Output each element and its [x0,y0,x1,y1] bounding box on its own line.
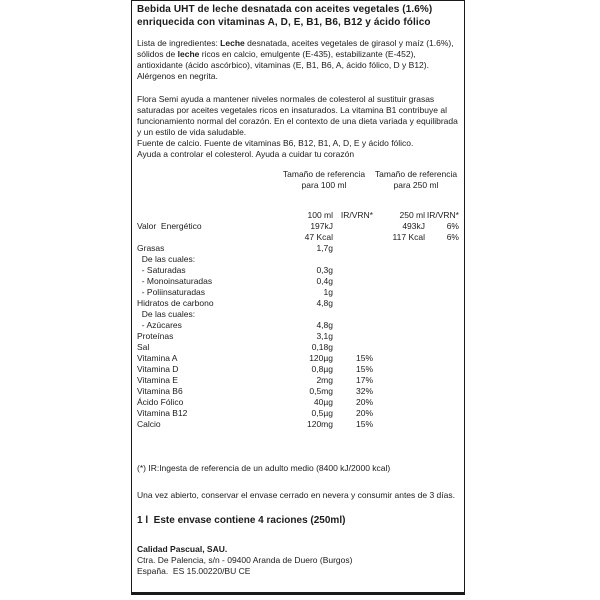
table-row-protein [137,331,459,342]
manufacturer-block [137,544,459,577]
pct-100ml [333,331,373,342]
value-250ml [373,309,425,320]
value-100ml: 197kJ [310,221,333,231]
value-100ml [275,254,333,265]
pct-100ml: 15% [355,353,373,363]
column-header-irvrn-100: IR/VRN* [340,210,373,220]
table-row-vitamin-b12 [137,408,459,419]
value-250ml [373,342,425,353]
nutrient-name: - Saturadas [137,265,186,275]
column-header-empty [137,210,275,221]
value-250ml [373,276,425,287]
nutrient-name [137,232,275,243]
storage-instructions: Una vez abierto, conservar el envase cerrado en nevera y consumir antes de 3 días. [137,490,455,500]
value-250ml: 117 Kcal [392,232,425,242]
nutrition-table-column-headers [137,210,459,221]
value-100ml [275,309,333,320]
ingredients-mid: desnatada, aceites vegetales de girasol y maíz (1.6%), sólidos de [137,38,454,59]
nutrient-name: Grasas [137,243,165,253]
table-row-folic-acid [137,397,459,408]
pct-250ml [425,287,459,298]
nutrient-name: Vitamina E [137,375,178,385]
claims-calcium-line: Fuente de calcio. Fuente de vitaminas B6, B12, B1, A, D, E y ácido fólico. [137,138,414,148]
product-title [137,3,459,29]
allergen-leche-2: leche [177,49,200,59]
value-100ml: 3,1g [316,331,333,341]
nutrient-name: Vitamina B6 [137,386,183,396]
value-100ml: 120mg [307,419,333,429]
pct-250ml [425,419,459,430]
table-row-carbohydrates [137,298,459,309]
pct-250ml [425,254,459,265]
table-row-vitamin-e [137,375,459,386]
value-250ml [373,364,425,375]
manufacturer-country-registration: España. ES 15.00220/BU CE [137,566,251,576]
serving-statement: 1 l Este envase contiene 4 raciones (250ml) [137,515,346,526]
nutrient-name: De las cuales: [137,254,196,264]
value-100ml: 0,8µg [311,364,333,374]
value-250ml [373,353,425,364]
pct-250ml: 6% [446,232,459,242]
value-250ml [373,408,425,419]
value-250ml [373,265,425,276]
nutrient-name: Calcio [137,419,161,429]
nutrient-name: Vitamina D [137,364,179,374]
pct-250ml [425,364,459,375]
value-250ml [373,375,425,386]
table-row-vitamin-a [137,353,459,364]
table-row-energy-kj [137,221,459,232]
value-250ml [373,243,425,254]
nutrient-name: - Monoinsaturadas [137,276,213,286]
value-100ml: 1g [323,287,333,297]
ingredients-prefix: Lista de ingredientes: [137,38,221,48]
pct-100ml [333,309,373,320]
value-100ml: 120µg [309,353,333,363]
value-100ml: 4,8g [316,298,333,308]
pct-250ml [425,342,459,353]
pct-250ml [425,375,459,386]
nutrient-name: Ácido Fólico [137,397,184,407]
pct-250ml [425,243,459,254]
value-250ml [373,386,425,397]
value-100ml: 0,5µg [311,408,333,418]
header-spacer [137,169,275,191]
value-250ml [373,287,425,298]
nutrient-name: - Poliinsaturadas [137,287,206,297]
table-row-polyunsaturated [137,287,459,298]
pct-100ml: 15% [355,419,373,429]
table-row-vitamin-d [137,364,459,375]
pct-250ml [425,397,459,408]
value-250ml [373,397,425,408]
value-100ml: 4,8g [316,320,333,330]
pct-100ml: 20% [355,408,373,418]
table-row-sugars [137,320,459,331]
pct-100ml [333,254,373,265]
table-row-saturated [137,265,459,276]
reference-header-250ml: Tamaño de referencia para 250 ml [374,169,458,190]
health-claims [137,94,459,160]
table-row-fat [137,243,459,254]
pct-250ml [425,298,459,309]
reference-intake-footnote: (*) IR:Ingesta de referencia de un adulto medio (8400 kJ/2000 kcal) [137,463,391,473]
value-100ml: 0,3g [316,265,333,275]
column-header-irvrn-250: IR/VRN* [426,210,459,220]
table-row-calcium [137,419,459,430]
table-row-monounsaturated [137,276,459,287]
product-title-line1: Bebida UHT de leche desnatada con aceites vegetales (1.6%) [137,4,433,15]
pct-250ml [425,353,459,364]
nutrient-name: Proteínas [137,331,174,341]
value-100ml: 0,4g [316,276,333,286]
pct-100ml: 17% [355,375,373,385]
table-row-energy-kcal [137,232,459,243]
pct-100ml [333,287,373,298]
pct-100ml [333,243,373,254]
pct-250ml [425,320,459,331]
nutrient-name: Hidratos de carbono [137,298,214,308]
pct-250ml [425,386,459,397]
manufacturer-name: Calidad Pascual, SAU. [137,544,228,554]
claims-paragraph: Flora Semi ayuda a mantener niveles normales de colesterol al sustituir grasas saturadas por aceites vegetales ricos en insaturados. La vitamina B1 contribuye al funcionamiento normal del corazón. En el contexto de una dieta variada y equilibrada y un estilo de vida saludable. [137,94,458,137]
value-250ml [373,298,425,309]
manufacturer-address: Ctra. De Palencia, s/n - 09400 Aranda de Duero (Burgos) [137,555,353,565]
ingredients-paragraph [137,38,459,82]
value-250ml [373,254,425,265]
value-100ml: 2mg [316,375,333,385]
value-250ml [373,419,425,430]
product-title-line2: enriquecida con vitaminas A, D, E, B1, B6, B12 y ácido fólico [137,17,431,28]
value-100ml: 0,5mg [309,386,333,396]
value-100ml: 0,18g [311,342,333,352]
pct-250ml [425,331,459,342]
value-100ml: 40µg [313,397,333,407]
claims-cholesterol-line: Ayuda a controlar el colesterol. Ayuda a cuidar tu corazón [137,149,355,159]
column-header-250ml: 250 ml [399,210,425,220]
pct-100ml [333,320,373,331]
pct-250ml [425,408,459,419]
value-100ml: 47 Kcal [304,232,333,242]
nutrient-name: Vitamina B12 [137,408,188,418]
pct-100ml [333,276,373,287]
pct-250ml [425,276,459,287]
pct-250ml: 6% [446,221,459,231]
nutrient-name: - Azúcares [137,320,182,330]
nutrition-table-reference-header [137,169,459,191]
nutrient-name: Vitamina A [137,353,178,363]
pct-100ml [333,265,373,276]
nutrient-name: Valor Energético [137,221,202,231]
pct-100ml [333,298,373,309]
table-row-of-which-fat [137,254,459,265]
allergen-leche-1: Leche [220,38,245,48]
pct-100ml [333,232,373,243]
nutrient-name: De las cuales: [137,309,196,319]
pct-100ml: 15% [355,364,373,374]
column-header-100ml: 100 ml [307,210,333,220]
value-100ml: 1,7g [316,243,333,253]
value-250ml [373,331,425,342]
table-row-of-which-carbs [137,309,459,320]
nutrition-table-body [137,221,459,430]
table-row-vitamin-b6 [137,386,459,397]
pct-100ml [333,342,373,353]
nutrition-label [131,0,465,595]
ingredients-rest: ricos en calcio, emulgente (E-435), estabilizante (E-452), antioxidante (ácido ascórbico), vitaminas (E, B1, B6, A, ácido fólico, D y B12). Alérgenos en negrita. [137,49,429,81]
nutrient-name: Sal [137,342,150,352]
pct-250ml [425,309,459,320]
pct-100ml: 32% [355,386,373,396]
pct-100ml [333,221,373,232]
reference-header-100ml: Tamaño de referencia para 100 ml [282,169,366,190]
table-row-salt [137,342,459,353]
value-250ml [373,320,425,331]
value-250ml: 493kJ [402,221,425,231]
pct-100ml: 20% [355,397,373,407]
pct-250ml [425,265,459,276]
